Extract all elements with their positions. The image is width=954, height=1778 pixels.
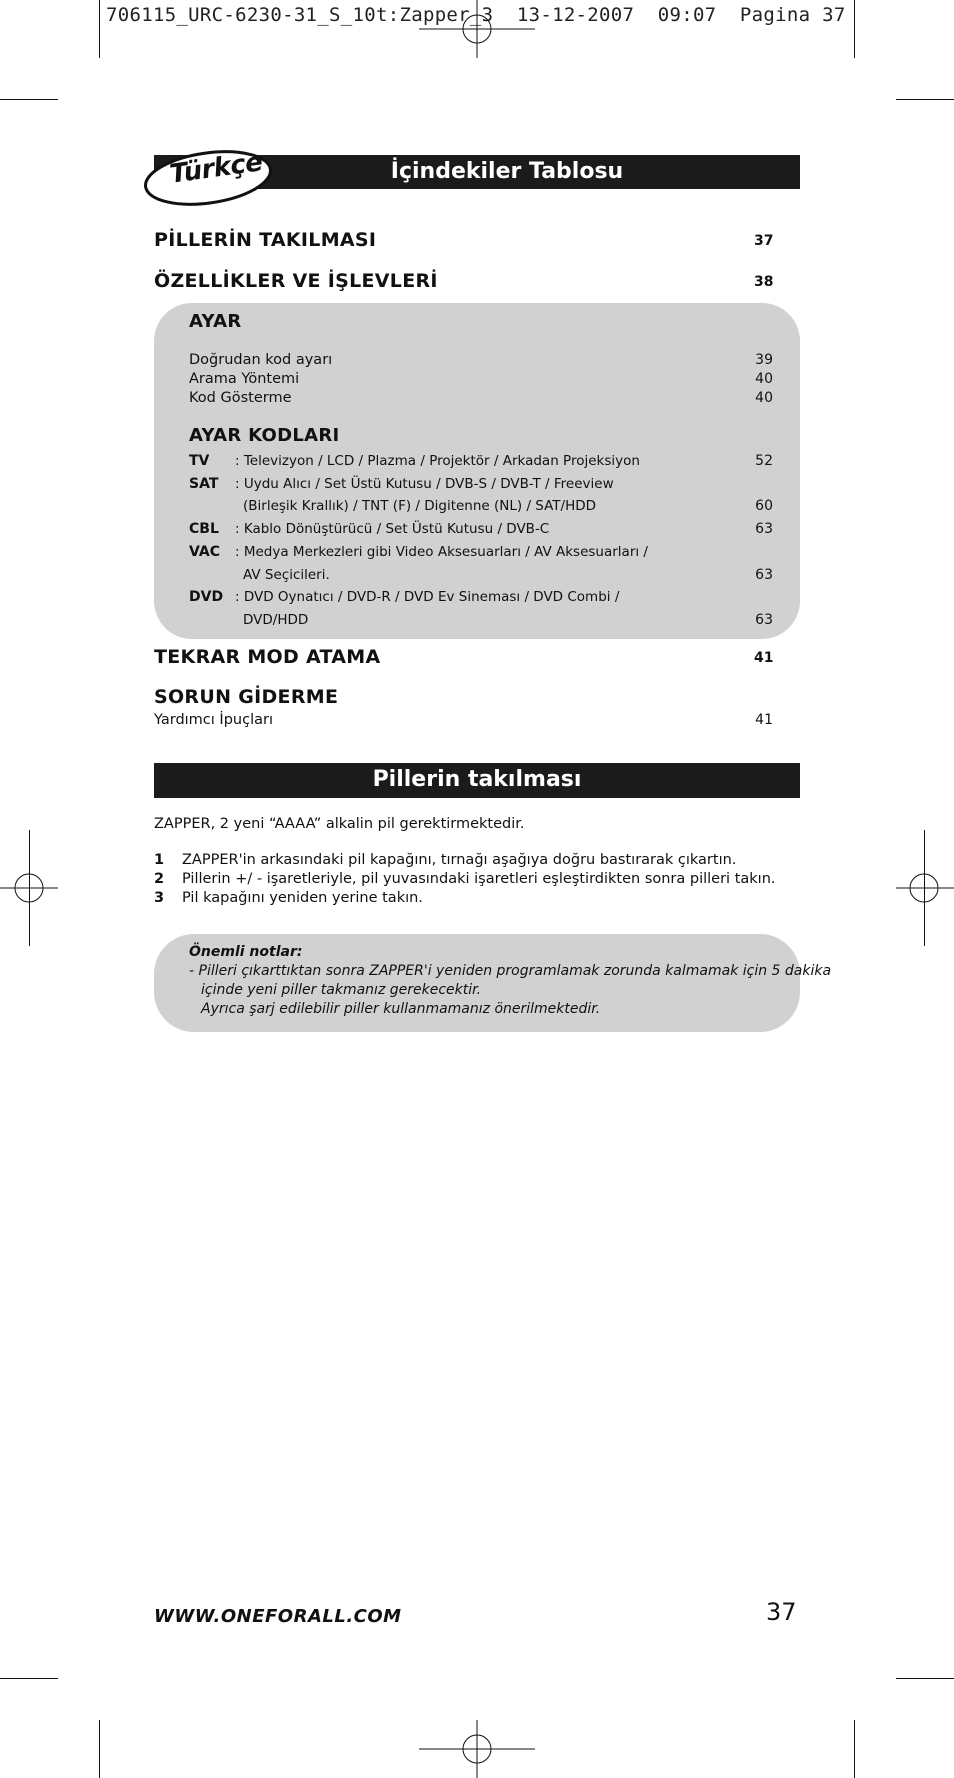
step-number-3: 3	[154, 890, 165, 906]
step-text-1: ZAPPER'in arkasındaki pil kapağını, tırnağı aşağıya doğru bastırarak çıkartın.	[182, 852, 737, 868]
toc-page-batteries: 37	[754, 233, 774, 249]
website-link[interactable]: WWW.ONEFORALL.COM	[154, 1606, 402, 1627]
setup-item-search: Arama Yöntemi	[189, 371, 300, 387]
code-page-cbl: 63	[755, 521, 773, 537]
setup-page-direct-code: 39	[755, 352, 773, 368]
toc-page-features: 38	[754, 274, 774, 290]
toc-entry-reassign: TEKRAR MOD ATAMA	[154, 646, 381, 668]
code-page-dvd: 63	[755, 612, 773, 628]
toc-title: İçindekiler Tablosu	[390, 159, 624, 184]
notes-line-2: içinde yeni piller takmanız gerekecektir.	[201, 982, 482, 998]
language-badge: Türkçe	[167, 147, 265, 190]
setup-codes-heading: AYAR KODLARI	[189, 425, 340, 446]
batteries-title-bar	[154, 763, 800, 798]
setup-page-search: 40	[755, 371, 773, 387]
step-text-2: Pillerin +/ - işaretleriyle, pil yuvasındaki işaretleri eşleştirdikten sonra pilleri takın.	[182, 871, 776, 887]
batteries-intro: ZAPPER, 2 yeni “AAAA” alkalin pil gerektirmektedir.	[154, 816, 525, 832]
code-desc-vac: : Medya Merkezleri gibi Video Aksesuarları / AV Aksesuarları /	[235, 544, 648, 560]
setup-heading: AYAR	[189, 311, 242, 332]
code-page-sat: 60	[755, 498, 773, 514]
step-number-2: 2	[154, 871, 165, 887]
code-page-vac: 63	[755, 567, 773, 583]
toc-page-reassign: 41	[754, 650, 774, 666]
toc-entry-batteries: PİLLERİN TAKILMASI	[154, 229, 377, 251]
code-label-dvd: DVD	[189, 589, 224, 605]
batteries-title: Pillerin takılması	[372, 767, 582, 792]
code-label-sat: SAT	[189, 476, 219, 492]
step-text-3: Pil kapağını yeniden yerine takın.	[182, 890, 423, 906]
code-desc-tv: : Televizyon / LCD / Plazma / Projektör / Arkadan Projeksiyon	[235, 453, 640, 469]
code-desc-dvd: : DVD Oynatıcı / DVD-R / DVD Ev Sineması / DVD Combi /	[235, 589, 620, 605]
setup-item-direct-code: Doğrudan kod ayarı	[189, 352, 333, 368]
code-label-vac: VAC	[189, 544, 220, 560]
toc-page-helpful-tips: 41	[755, 712, 773, 728]
notes-line-3: Ayrıca şarj edilebilir piller kullanmamanız önerilmektedir.	[201, 1001, 601, 1017]
notes-line-1: - Pilleri çıkarttıktan sonra ZAPPER'i yeniden programlamak zorunda kalmamak için 5 dakika	[189, 963, 832, 979]
code-desc-dvd-cont: DVD/HDD	[243, 612, 309, 628]
code-desc-vac-cont: AV Seçicileri.	[243, 567, 330, 583]
code-desc-cbl: : Kablo Dönüştürücü / Set Üstü Kutusu / DVB-C	[235, 521, 550, 537]
toc-entry-features: ÖZELLİKLER VE İŞLEVLERİ	[154, 270, 438, 292]
print-slug: 706115_URC-6230-31_S_10t:Zapper_3 13-12-2007 09:07 Pagina 37	[106, 4, 846, 26]
toc-entry-helpful-tips: Yardımcı İpuçları	[154, 712, 273, 728]
code-desc-sat-cont: (Birleşik Krallık) / TNT (F) / Digitenne (NL) / SAT/HDD	[243, 498, 597, 514]
page-number: 37	[766, 1598, 797, 1626]
code-label-cbl: CBL	[189, 521, 219, 537]
step-number-1: 1	[154, 852, 165, 868]
code-label-tv: TV	[189, 453, 210, 469]
setup-page-code-display: 40	[755, 390, 773, 406]
toc-entry-troubleshooting: SORUN GİDERME	[154, 686, 339, 708]
setup-item-code-display: Kod Gösterme	[189, 390, 292, 406]
code-desc-sat: : Uydu Alıcı / Set Üstü Kutusu / DVB-S / DVB-T / Freeview	[235, 476, 614, 492]
code-page-tv: 52	[755, 453, 773, 469]
notes-heading: Önemli notlar:	[189, 944, 303, 960]
